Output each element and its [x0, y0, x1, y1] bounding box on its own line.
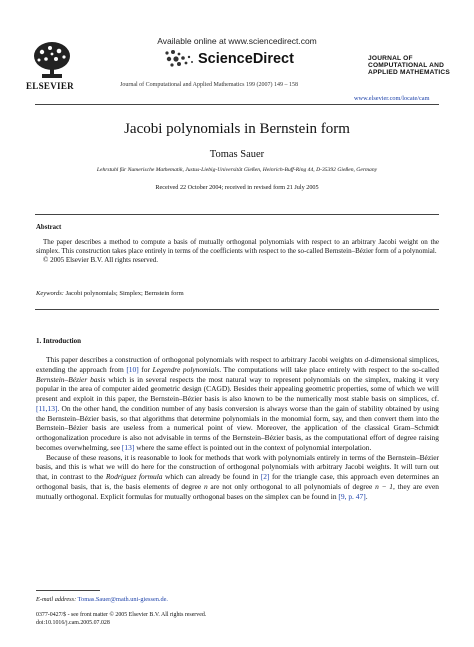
- keywords-label: Keywords:: [36, 290, 64, 297]
- received-dates: Received 22 October 2004; received in revised form 21 July 2005: [155, 184, 319, 191]
- abstract-top-divider: [35, 214, 439, 215]
- citation-link[interactable]: [13]: [121, 442, 135, 452]
- journal-title-line: APPLIED MATHEMATICS: [368, 69, 450, 77]
- abstract-text: The paper describes a method to compute a basis of mutually orthogonal polynomials with respect to an arbitrary Jacobi weight on the simplex. This construction takes place entirely in terms of the coefficients with respect to the so-called Bernstein–Bézier form of a polynomial.: [36, 238, 439, 256]
- author-affiliation: Lehrstuhl für Numerische Mathematik, Justus-Liebig-Universität Gießen, Heinrich-Buff-Ring 44, D-35392 Gießen, Germany: [96, 167, 378, 173]
- email-link[interactable]: Tomas.Sauer@math.uni-giessen.de.: [77, 596, 168, 603]
- front-matter-line: 0377-0427/$ - see front matter © 2005 Elsevier B.V. All rights reserved.: [36, 612, 207, 618]
- journal-url-link[interactable]: www.elsevier.com/locate/cam: [354, 95, 430, 102]
- article-author: Tomas Sauer: [209, 149, 265, 160]
- abstract-copyright: © 2005 Elsevier B.V. All rights reserved.: [43, 256, 159, 265]
- journal-citation: Journal of Computational and Applied Mathematics 199 (2007) 149 – 158: [120, 82, 298, 88]
- publisher-name: ELSEVIER: [26, 81, 74, 91]
- citation-link[interactable]: [2]: [260, 472, 270, 481]
- abstract-heading: Abstract: [36, 224, 62, 231]
- abstract-body: [36, 238, 439, 265]
- paragraph: This paper describes a construction of orthogonal polynomials with respect to arbitrary Jacobi weights on d-dimensional simplices, extending the approach from [10] for Legendre polynomials. The computations will take place entirely with respect to the so-called Bernstein–Bézier basis which is in several respects the most natural way to represent polynomials on the simplex, making it very popular in the area of computer aided geometric design (CAGD). Besides their appealing geometric properties, some of which we will present and exploit in this paper, the Bernstein–Bézier basis is also known to be the numerically most stable basis on simplices, cf. [11,13]. On the other hand, the condition number of any basis conversion is always worse than the gain of stability obtained by using the Bernstein–Bézier basis, so that algorithms that determine polynomials in the monomial form, say, and then convert them into the Bernstein–Bézier basis are useless from a numerical point of view. Moreover, the application of the classical Gram–Schmidt orthogonalization procedure is also not advisable in terms of the Bernstein–Bézier basis, as the computational effort of degree raising becomes overwhelming, see [13] where the same effect is pointed out in the context of polynomial interpolation.: [36, 355, 439, 452]
- footnote-copyright: [36, 611, 206, 627]
- article-title: Jacobi polynomials in Bernstein form: [124, 121, 350, 137]
- journal-title-line: COMPUTATIONAL AND: [368, 62, 445, 70]
- footnote-divider: [36, 590, 100, 591]
- citation-link[interactable]: [10]: [126, 364, 139, 374]
- footnote-email: [36, 596, 168, 603]
- sciencedirect-dots-icon: [163, 49, 195, 69]
- citation-link[interactable]: [11,13]: [36, 403, 58, 413]
- sciencedirect-logo: [163, 49, 294, 69]
- doi-line: doi:10.1016/j.cam.2005.07.028: [36, 620, 110, 626]
- header-divider: [35, 104, 439, 105]
- abstract-bottom-divider: [35, 309, 439, 310]
- citation-link[interactable]: [9, p. 47]: [338, 491, 366, 501]
- journal-title: [368, 55, 450, 77]
- sciencedirect-brand: ScienceDirect: [198, 51, 294, 67]
- available-online-text: Available online at www.sciencedirect.com: [157, 36, 317, 46]
- keywords-list: Jacobi polynomials; Simplex; Bernstein form: [65, 290, 184, 297]
- journal-title-line: JOURNAL OF: [368, 55, 413, 62]
- section-heading: 1. Introduction: [36, 337, 81, 345]
- keywords: [36, 290, 184, 297]
- paragraph: Because of these reasons, it is reasonable to look for methods that work with polynomials entirely in terms of the Bernstein–Bézier basis, and this is what we will do here for the construction of orthogonal polynomials with arbitrary Jacobi weights. It will turn out that, in contrast to the Rodriguez formula which can already be found in [2] for the triangle case, this approach even determines an orthogonal basis, that is, the basis elements of degree n are not only orthogonal to all polynomials of degree n − 1, they are even mutually orthogonal. Explicit formulas for mutually orthogonal bases on the simplex can be found in [9, p. 47].: [36, 452, 439, 501]
- introduction-body: [36, 355, 439, 501]
- email-label: E-mail address:: [36, 596, 77, 603]
